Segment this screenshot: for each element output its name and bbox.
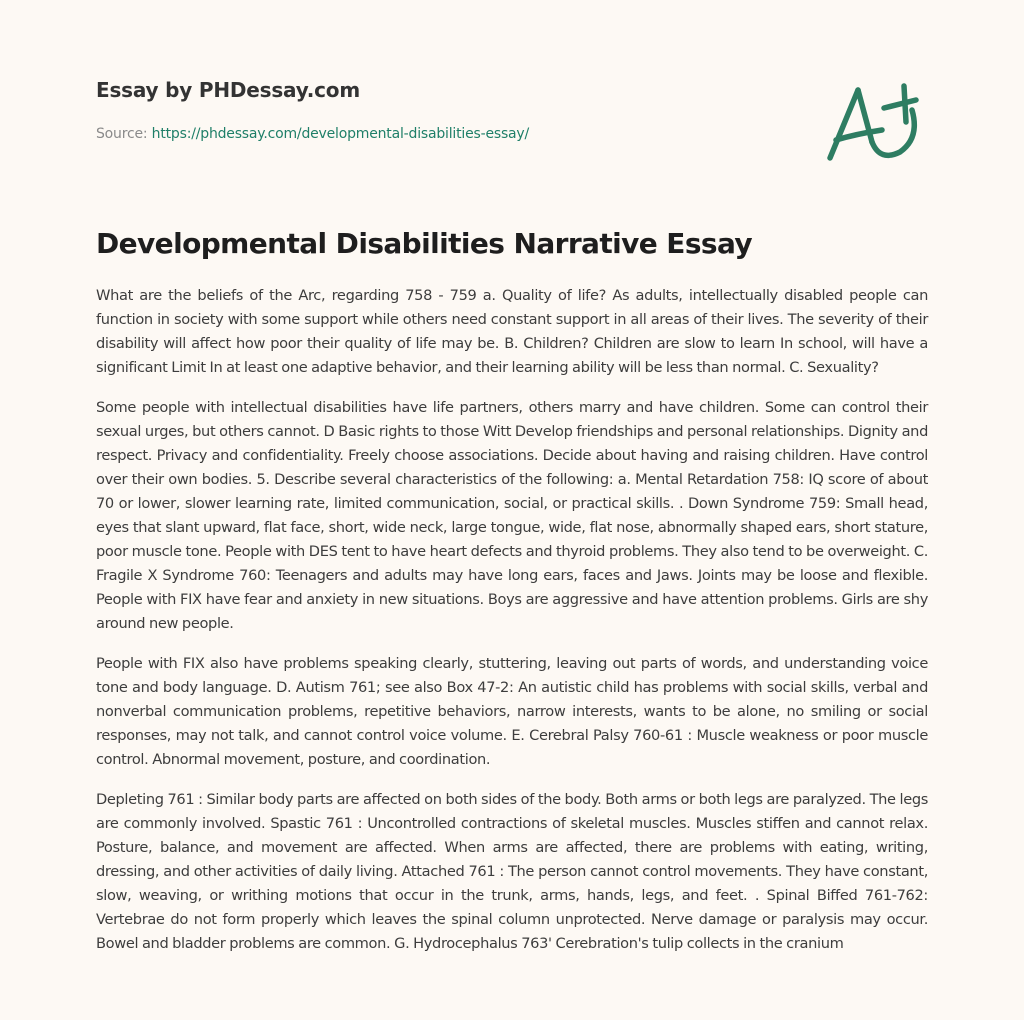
site-brand: Essay by PHDessay.com <box>96 78 360 102</box>
source-link[interactable]: https://phdessay.com/developmental-disabilities-essay/ <box>151 126 530 142</box>
article-title: Developmental Disabilities Narrative Essay <box>96 227 753 260</box>
paragraph: People with FIX also have problems speaking clearly, stuttering, leaving out parts of words, and understanding voice tone and body language. D. Autism 761; see also Box 47-2: An autistic child has problems with social skills, verbal and nonverbal communication problems, repetitive behaviors, narrow interests, wants to be alone, no smiling or social responses, may not talk, and cannot control voice volume. E. Cerebral Palsy 760-61 : Muscle weakness or poor muscle control. Abnormal movement, posture, and coordination. <box>96 655 928 768</box>
page-header <box>96 76 928 144</box>
article-body <box>96 284 928 972</box>
paragraph: What are the beliefs of the Arc, regarding 758 - 759 a. Quality of life? As adults, intellectually disabled people can function in society with some support while others need constant support in all areas of their lives. The severity of their disability will affect how poor their quality of life may be. B. Children? Children are slow to learn In school, will have a significant Limit In at least one adaptive behavior, and their learning ability will be less than normal. C. Sexuality? <box>96 287 928 376</box>
a-plus-grade-icon <box>820 64 930 164</box>
paragraph: Depleting 761 : Similar body parts are affected on both sides of the body. Both arms or both legs are paralyzed. The legs are commonly involved. Spastic 761 : Uncontrolled contractions of skeletal muscles. Muscles stiffen and cannot relax. Posture, balance, and movement are affected. When arms are affected, there are problems with eating, writing, dressing, and other activities of daily living. Attached 761 : The person cannot control movements. They have constant, slow, weaving, or writhing motions that occur in the trunk, arms, hands, legs, and feet. . Spinal Biffed 761-762: Vertebrae do not form properly which leaves the spinal column unprotected. Nerve damage or paralysis may occur. Bowel and bladder problems are common. G. Hydrocephalus 763' Cerebration's tulip collects in the cranium <box>96 791 928 952</box>
paragraph: Some people with intellectual disabilities have life partners, others marry and have children. Some can control their sexual urges, but others cannot. D Basic rights to those Witt Develop friendships and personal relationships. Dignity and respect. Privacy and confidentiality. Freely choose associations. Decide about having and raising children. Have control over their own bodies. 5. Describe several characteristics of the following: a. Mental Retardation 758: IQ score of about 70 or lower, slower learning rate, limited communication, social, or practical skills. . Down Syndrome 759: Small head, eyes that slant upward, flat face, short, wide neck, large tongue, wide, flat nose, abnormally shaped ears, short stature, poor muscle tone. People with DES tent to have heart defects and thyroid problems. They also tend to be overweight. C. Fragile X Syndrome 760: Teenagers and adults may have long ears, faces and Jaws. Joints may be loose and flexible. People with FIX have fear and anxiety in new situations. Boys are aggressive and have attention problems. Girls are shy around new people. <box>96 399 928 632</box>
source-line <box>96 124 928 144</box>
source-label: Source: <box>96 126 148 142</box>
